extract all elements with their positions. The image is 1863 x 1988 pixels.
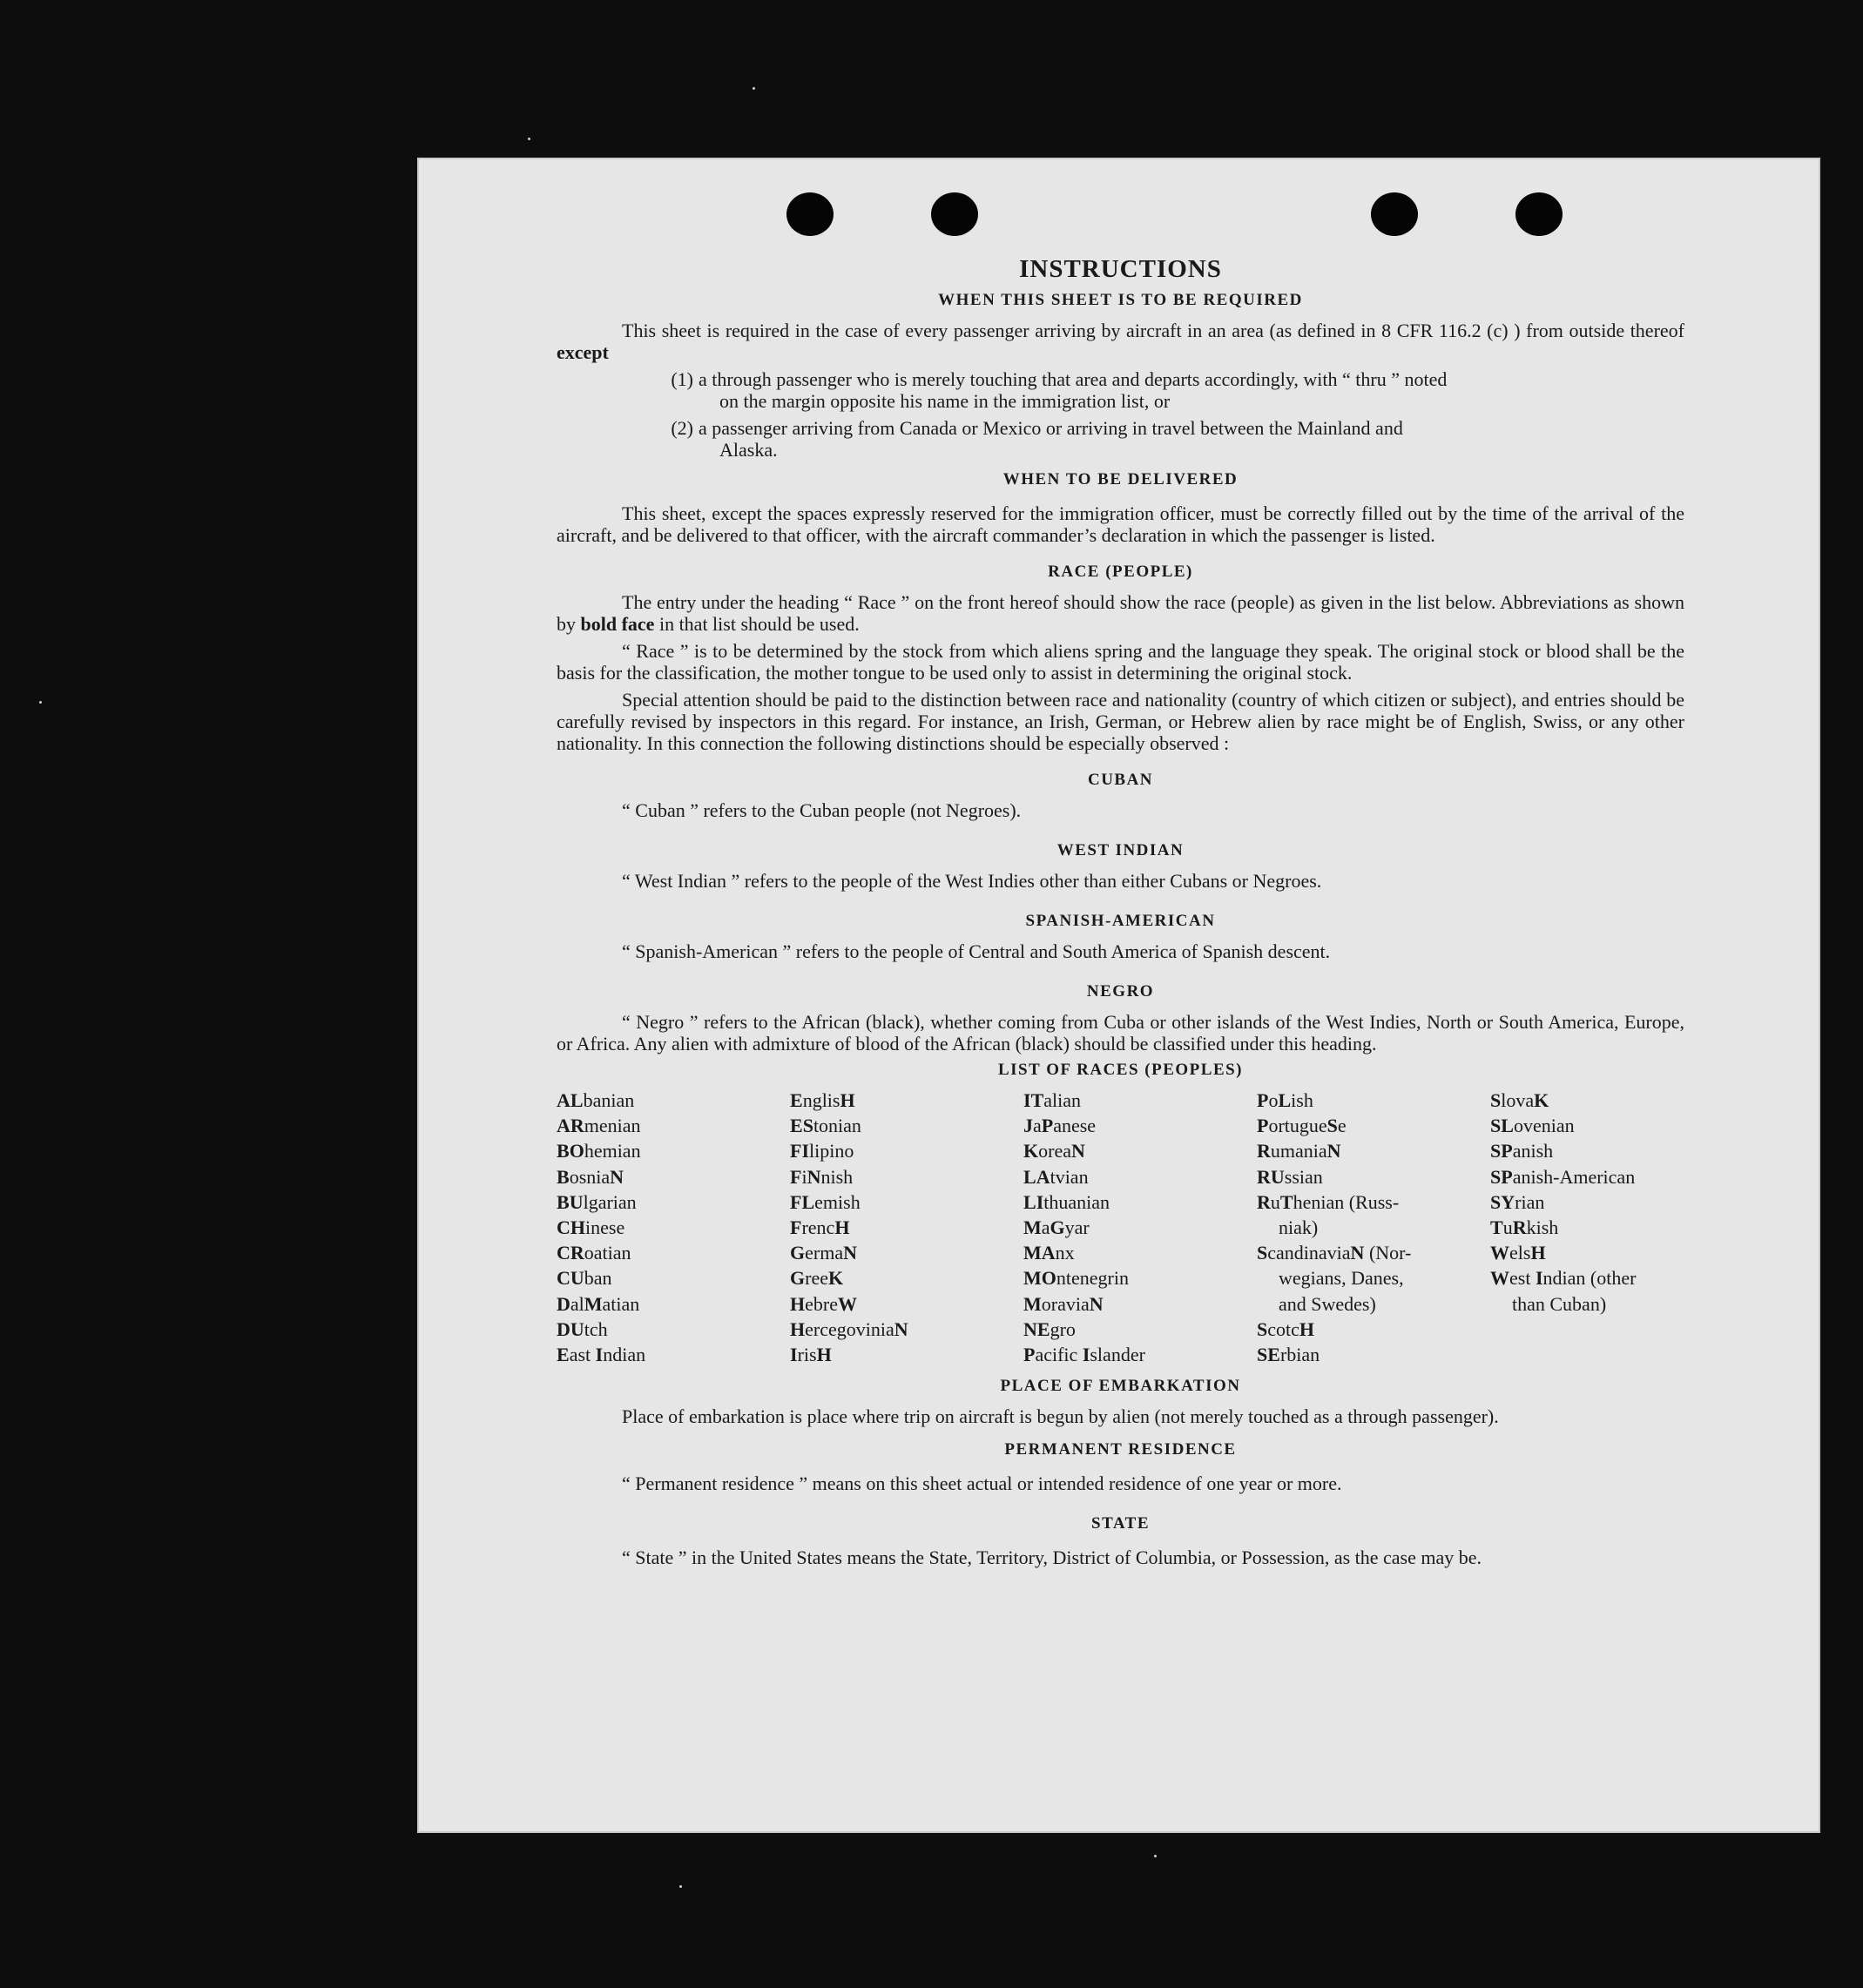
race-entry: West Indian (other (1490, 1267, 1637, 1290)
race-entry: RumaniaN (1257, 1140, 1341, 1162)
state-text: “ State ” in the United States means the State, Territory, District of Columbia, or Possession, as the case may be. (622, 1547, 1482, 1569)
dust-speck (528, 138, 530, 140)
races-column (790, 1088, 1023, 1367)
race-entry: LIthuanian (1023, 1190, 1110, 1213)
sheet-content (557, 253, 1684, 1568)
heading-list-of-races: LIST OF RACES (PEOPLES) (997, 1061, 1244, 1079)
embarkation-text: Place of embarkation is place where trip on aircraft is begun by alien (not merely touched as a through passenger). (622, 1405, 1499, 1428)
race-entry: SPanish (1490, 1140, 1554, 1162)
race-entry: Pacific Islander (1023, 1344, 1145, 1366)
race-entry: SLovenian (1490, 1115, 1575, 1137)
race-entry: ScandinaviaN (Nor- (1257, 1242, 1412, 1264)
race-entry: NEgro (1023, 1317, 1076, 1340)
race-entry: HebreW (790, 1292, 857, 1315)
race-entry: LAtvian (1023, 1165, 1089, 1188)
heading-spanish-american: SPANISH-AMERICAN (1025, 912, 1216, 930)
race-entry: ScotcH (1257, 1317, 1315, 1340)
race-entry: CHinese (557, 1216, 625, 1239)
race-entry: ITalian (1023, 1089, 1082, 1111)
race-entry: EnglisH (790, 1089, 855, 1111)
heading-negro: NEGRO (1086, 982, 1155, 1001)
race-entry: FLemish (790, 1190, 861, 1213)
race-entry: and Swedes) (1279, 1292, 1376, 1315)
heading-permanent-residence: PERMANENT RESIDENCE (1004, 1440, 1237, 1459)
races-column (1490, 1088, 1684, 1367)
race-entry: niak) (1279, 1216, 1319, 1239)
races-column (1023, 1088, 1257, 1367)
race-entry: MOntenegrin (1023, 1267, 1129, 1290)
race-entry: MaGyar (1023, 1216, 1090, 1239)
race-entry: DUtch (557, 1317, 608, 1340)
race-paragraph-1: The entry under the heading “ Race ” on the front hereof should show the race (people) as given in the list below. Abbreviations as shown by bold face in that list should be used. (557, 591, 1684, 635)
races-list (557, 1088, 1684, 1367)
negro-text: “ Negro ” refers to the African (black), whether coming from Cuba or other islands of the West Indies, North or South America, Europe, or Africa. Any alien with admixture of blood of the African (black) should be classified under this heading. (557, 1011, 1684, 1055)
race-entry: WelsH (1490, 1242, 1546, 1264)
race-entry: SYrian (1490, 1190, 1545, 1213)
race-entry: SErbian (1257, 1344, 1320, 1366)
race-entry: EStonian (790, 1115, 861, 1137)
races-column (1257, 1088, 1490, 1367)
race-entry: East Indian (557, 1344, 646, 1366)
exception-item-1: (1) a through passenger who is merely touching that area and departs accordingly, with “ thru ” noted on the margin opposite his name in the immigration list, or (671, 368, 1448, 412)
dust-speck (1154, 1855, 1157, 1857)
race-entry: GermaN (790, 1242, 857, 1264)
race-entry: PortugueSe (1257, 1115, 1347, 1137)
race-paragraph-2: “ Race ” is to be determined by the stock from which aliens spring and the language they speak. The original stock or blood shall be the basis for the classification, the mother tongue to be used only to assist in determining the original stock. (557, 640, 1684, 684)
race-entry: GreeK (790, 1267, 844, 1290)
heading-embarkation: PLACE OF EMBARKATION (1000, 1377, 1241, 1396)
residence-text: “ Permanent residence ” means on this sheet actual or intended residence of one year or more. (622, 1472, 1342, 1495)
dust-speck (753, 87, 755, 90)
race-entry: ALbanian (557, 1089, 635, 1111)
races-column (557, 1088, 790, 1367)
race-entry: BosniaN (557, 1165, 624, 1188)
cuban-text: “ Cuban ” refers to the Cuban people (not Negroes). (622, 799, 1022, 821)
heading-west-indian: WEST INDIAN (1056, 841, 1185, 859)
race-entry: PoLish (1257, 1089, 1313, 1111)
heading-when-required: WHEN THIS SHEET IS TO BE REQUIRED (938, 291, 1303, 309)
heading-cuban: CUBAN (1087, 771, 1154, 789)
race-entry: SPanish-American (1490, 1165, 1636, 1188)
race-entry: wegians, Danes, (1279, 1267, 1404, 1290)
race-entry: than Cuban) (1512, 1292, 1607, 1315)
heading-race: RACE (PEOPLE) (1048, 563, 1193, 581)
page-title: INSTRUCTIONS (1019, 255, 1222, 283)
race-entry: SlovaK (1490, 1089, 1549, 1111)
race-entry: JaPanese (1023, 1115, 1097, 1137)
race-entry: FiNnish (790, 1165, 854, 1188)
race-entry: ARmenian (557, 1115, 641, 1137)
race-entry: CUban (557, 1267, 612, 1290)
punch-hole (931, 192, 978, 236)
race-entry: HercegoviniaN (790, 1317, 908, 1340)
race-entry: IrisH (790, 1344, 832, 1366)
race-entry: RuThenian (Russ- (1257, 1190, 1400, 1213)
instruction-sheet (417, 158, 1820, 1833)
heading-when-delivered: WHEN TO BE DELIVERED (1002, 470, 1239, 489)
race-entry: RUssian (1257, 1165, 1323, 1188)
race-paragraph-3: Special attention should be paid to the distinction between race and nationality (country of which citizen or subject), and entries should be carefully revised by inspectors in this regard. For instance, an Irish, German, or Hebrew alien by race might be of English, Swiss, or any other nationality. In this connection the following distinctions should be especially observed : (557, 689, 1684, 754)
exception-item-2: (2) a passenger arriving from Canada or Mexico or arriving in travel between the Mainland and Alaska. (671, 417, 1403, 461)
required-intro: This sheet is required in the case of every passenger arriving by aircraft in an area (as defined in 8 CFR 116.2 (c) ) from outside thereof except (557, 320, 1684, 363)
heading-state: STATE (1091, 1514, 1150, 1533)
punch-hole (1515, 192, 1563, 236)
punch-hole (1371, 192, 1418, 236)
west-indian-text: “ West Indian ” refers to the people of the West Indies other than either Cubans or Negroes. (622, 870, 1322, 892)
spanish-american-text: “ Spanish-American ” refers to the people of Central and South America of Spanish descent. (622, 940, 1331, 962)
race-entry: BUlgarian (557, 1190, 637, 1213)
race-entry: KoreaN (1023, 1140, 1085, 1162)
dust-speck (679, 1885, 682, 1888)
race-entry: FIlipino (790, 1140, 854, 1162)
race-entry: MAnx (1023, 1242, 1075, 1264)
race-entry: DalMatian (557, 1292, 640, 1315)
delivered-text: This sheet, except the spaces expressly reserved for the immigration officer, must be correctly filled out by the time of the arrival of the aircraft, and be delivered to that officer, with the aircraft commander’s declaration in which the passenger is listed. (557, 502, 1684, 546)
race-entry: CRoatian (557, 1242, 631, 1264)
race-entry: TuRkish (1490, 1216, 1559, 1239)
race-entry: MoraviaN (1023, 1292, 1104, 1315)
dust-speck (39, 701, 42, 704)
race-entry: BOhemian (557, 1140, 641, 1162)
race-entry: FrencH (790, 1216, 850, 1239)
punch-hole (786, 192, 834, 236)
